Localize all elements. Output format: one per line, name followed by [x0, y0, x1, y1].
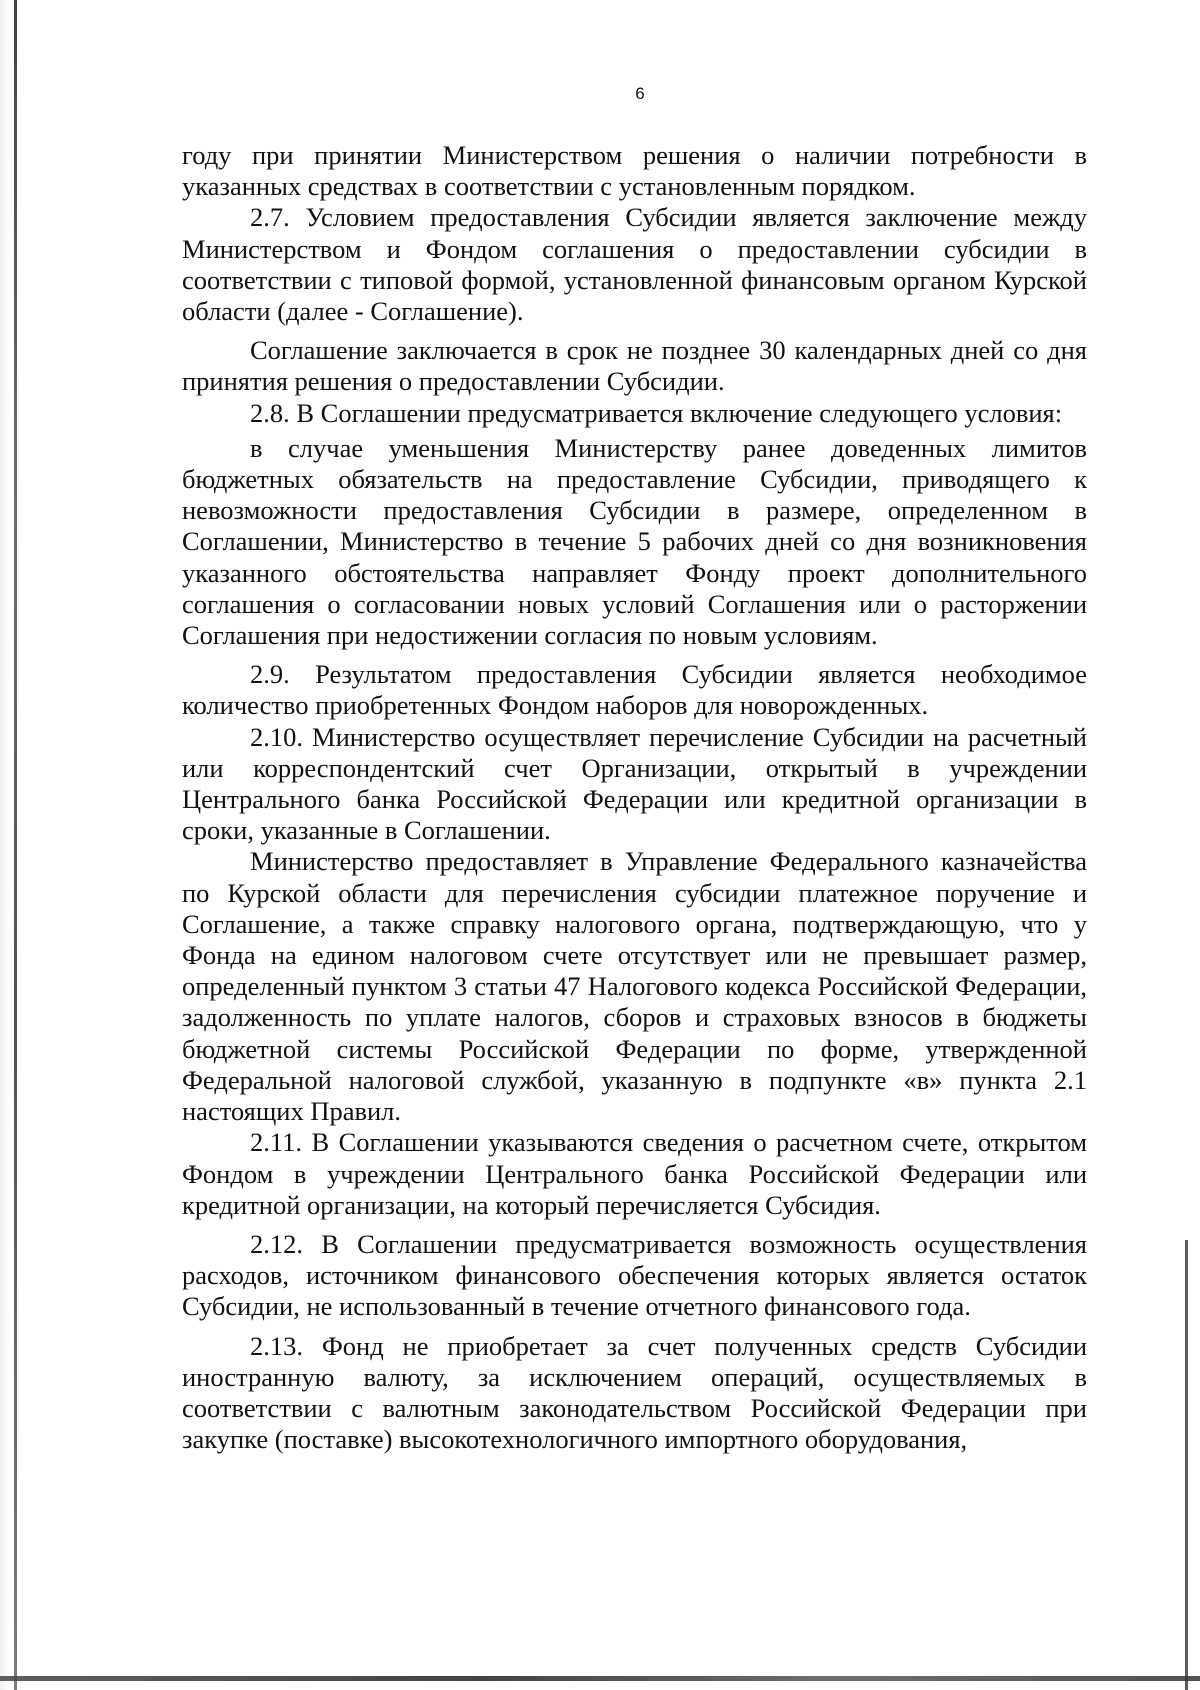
- paragraph-2-11: 2.11. В Соглашении указываются сведения о расчетном счете, открытом Фондом в учреждении Центрального банка Российской Федерации или кредитной организации, на который перечисляется Субсидия.: [182, 1127, 1087, 1220]
- paragraph-continuation: году при принятии Министерством решения о наличии потребности в указанных средствах в соответствии с установленным порядком.: [182, 140, 1087, 202]
- paragraph-2-10: 2.10. Министерство осуществляет перечисление Субсидии на расчетный или корреспондентский счет Организации, открытый в учреждении Центрального банка Российской Федерации или кредитной организации в сроки, указанные в Соглашении.: [182, 721, 1087, 846]
- scan-edge-bottom: [0, 1676, 1200, 1681]
- paragraph-limits-reduction: в случае уменьшения Министерству ранее доведенных лимитов бюджетных обязательств на предоставление Субсидии, приводящего к невозможности предоставления Субсидии в размере, определенном в Соглашении, Министерство в течение 5 рабочих дней со дня возникновения указанного обстоятельства направляет Фонду проект дополнительного соглашения о согласовании новых условий Соглашения или о расторжении Соглашения при недостижении согласия по новым условиям.: [182, 432, 1087, 651]
- scan-edge-right: [1185, 1240, 1188, 1690]
- paragraph-2-9: 2.9. Результатом предоставления Субсидии является необходимое количество приобретенных Фондом наборов для новорожденных.: [182, 659, 1087, 721]
- paragraph-2-8: 2.8. В Соглашении предусматривается включение следующего условия:: [250, 397, 1063, 428]
- document-body: [182, 140, 1087, 1455]
- scan-shadow-left: [0, 0, 10, 1690]
- page-number: 6: [635, 84, 645, 103]
- paragraph-2-7: 2.7. Условием предоставления Субсидии является заключение между Министерством и Фондом соглашения о предоставлении субсидии в соответствии с типовой формой, установленной финансовым органом Курской области (далее - Соглашение).: [182, 202, 1087, 327]
- paragraph-treasury: Министерство предоставляет в Управление Федерального казначейства по Курской области для перечисления субсидии платежное поручение и Соглашение, а также справку налогового органа, подтверждающую, что у Фонда на едином налоговом счете отсутствует или не превышает размер, определенный пунктом 3 статьи 47 Налогового кодекса Российской Федерации, задолженность по уплате налогов, сборов и страховых взносов в бюджеты бюджетной системы Российской Федерации по форме, утвержденной Федеральной налоговой службой, указанную в подпункте «в» пункта 2.1 настоящих Правил.: [182, 846, 1087, 1127]
- scan-edge-left: [14, 0, 17, 1690]
- paragraph-2-12: 2.12. В Соглашении предусматривается возможность осуществления расходов, источником финансового обеспечения которых является остаток Субсидии, не использованный в течение отчетного финансового года.: [182, 1228, 1087, 1322]
- paragraph-agreement-term: Соглашение заключается в срок не позднее 30 календарных дней со дня принятия решения о предоставлении Субсидии.: [182, 335, 1087, 397]
- paragraph-2-13: 2.13. Фонд не приобретает за счет полученных средств Субсидии иностранную валюту, за исключением операций, осуществляемых в соответствии с валютным законодательством Российской Федерации при закупке (поставке) высокотехнологичного импортного оборудования,: [182, 1330, 1087, 1455]
